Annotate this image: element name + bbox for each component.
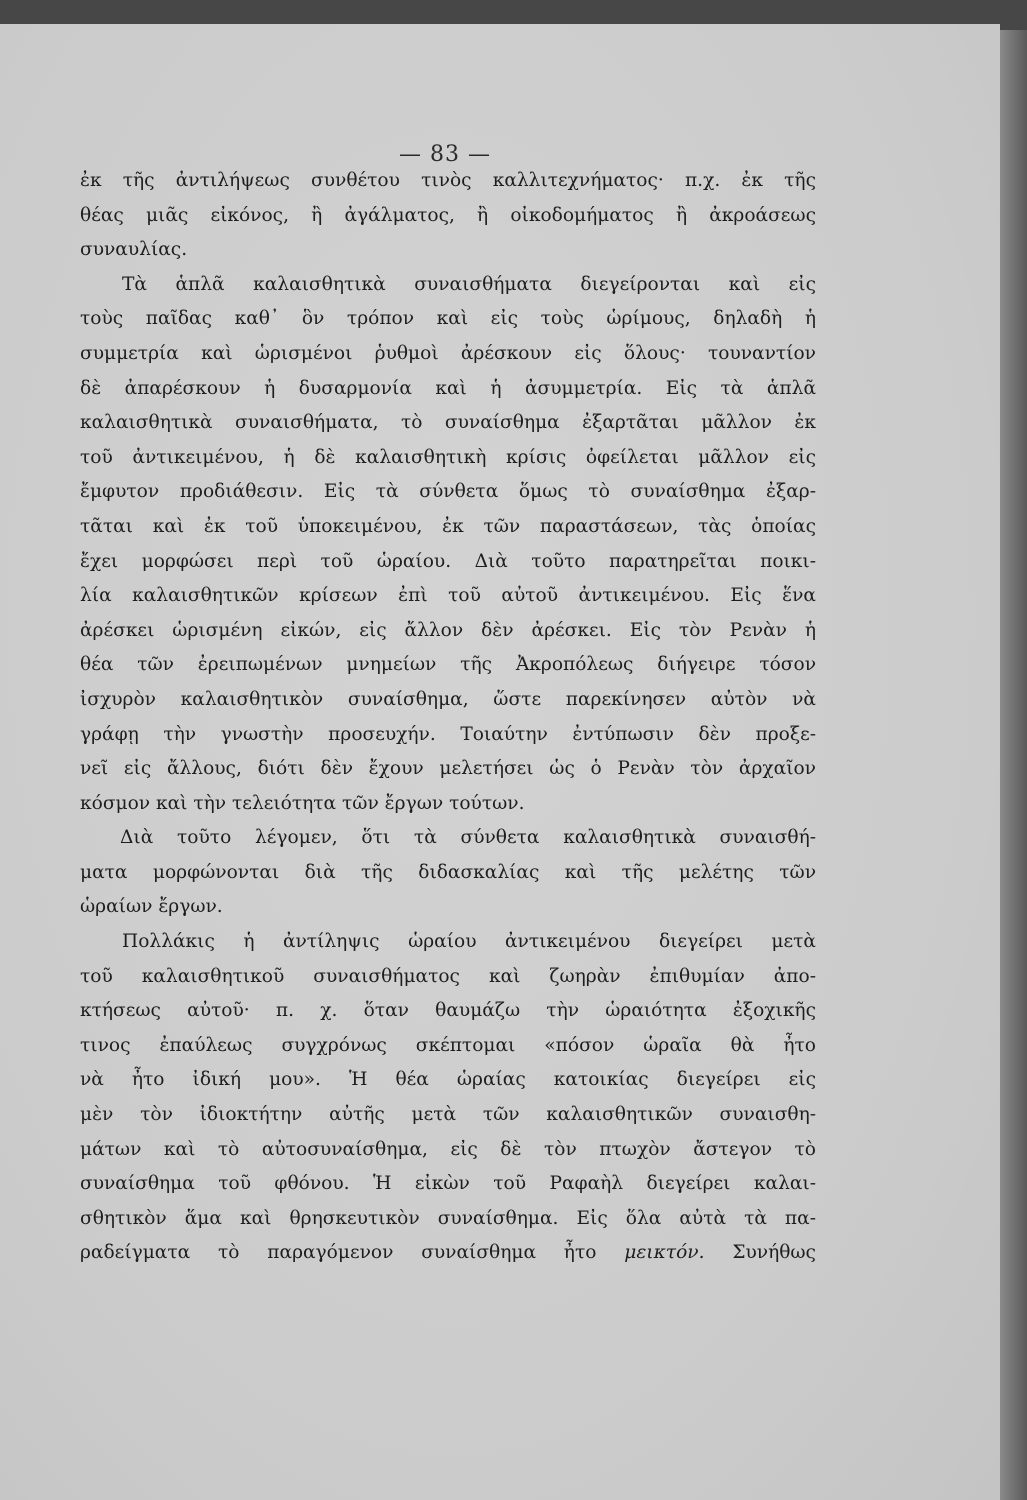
- page-edge: [1000, 30, 1027, 1500]
- text-line: νὰ ἦτο ἰδική μου». Ἡ θέα ὡραίας κατοικίας διεγείρει εἰς: [80, 1069, 816, 1091]
- text-line: τοῦ ἀντικειμένου, ἡ δὲ καλαισθητικὴ κρίσις ὀφείλεται μᾶλλον εἰς: [80, 446, 816, 468]
- text-line: μὲν τὸν ἰδιοκτήτην αὐτῆς μετὰ τῶν καλαισθητικῶν συναισθη-: [80, 1104, 816, 1126]
- text-line: ἰσχυρὸν καλαισθητικὸν συναίσθημα, ὥστε παρεκίνησεν αὐτὸν νὰ: [80, 688, 816, 710]
- text-line: ἐκ τῆς ἀντιλήψεως συνθέτου τινὸς καλλιτεχνήματος· π.χ. ἐκ τῆς: [80, 170, 816, 191]
- text-line: καλαισθητικὰ συναισθήματα, τὸ συναίσθημα ἐξαρτᾶται μᾶλλον ἐκ: [80, 412, 816, 434]
- text-line: λία καλαισθητικῶν κρίσεων ἐπὶ τοῦ αὐτοῦ ἀντικειμένου. Εἰς ἕνα: [80, 585, 816, 607]
- text-line: ματα μορφώνονται διὰ τῆς διδασκαλίας καὶ τῆς μελέτης τῶν: [80, 861, 816, 883]
- text-line: ἔμφυτον προδιάθεσιν. Εἰς τὰ σύνθετα ὅμως τὸ συναίσθημα ἐξαρ-: [80, 481, 816, 503]
- text-line: μάτων καὶ τὸ αὐτοσυναίσθημα, εἰς δὲ τὸν πτωχὸν ἄστεγον τὸ: [80, 1138, 816, 1160]
- text-line: κτήσεως αὐτοῦ· π. χ. ὅταν θαυμάζω τὴν ὡραιότητα ἐξοχικῆς: [80, 1000, 816, 1022]
- text-segment: ραδείγματα τὸ παραγόμενον συναίσθημα ἦτο: [80, 1242, 597, 1264]
- text-segment: Συνήθως: [732, 1242, 816, 1264]
- text-line: ἀρέσκει ὡρισμένη εἰκών, εἰς ἄλλον δὲν ἀρέσκει. Εἰς τὸν Ρενὰν ἡ: [80, 619, 816, 641]
- text-line: ὡραίων ἔργων.: [80, 896, 223, 918]
- text-line: Τὰ ἁπλᾶ καλαισθητικὰ συναισθήματα διεγείρονται καὶ εἰς: [122, 273, 816, 295]
- text-line: συναυλίας.: [80, 239, 188, 261]
- text-line: κόσμον καὶ τὴν τελειότητα τῶν ἔργων τούτων.: [80, 792, 525, 814]
- text-line: συμμετρία καὶ ὡρισμένοι ῥυθμοὶ ἀρέσκουν εἰς ὅλους· τουναντίον: [80, 342, 816, 364]
- text-line: τοῦ καλαισθητικοῦ συναισθήματος καὶ ζωηρὰν ἐπιθυμίαν ἀπο-: [80, 965, 816, 987]
- text-line: Πολλάκις ἡ ἀντίληψις ὡραίου ἀντικειμένου διεγείρει μετὰ: [122, 931, 816, 953]
- text-line: νεῖ εἰς ἄλλους, διότι δὲν ἔχουν μελετήσει ὡς ὁ Ρενὰν τὸν ἀρχαῖον: [80, 758, 816, 780]
- text-line: δὲ ἀπαρέσκουν ἡ δυσαρμονία καὶ ἡ ἀσυμμετρία. Εἰς τὰ ἁπλᾶ: [80, 377, 816, 399]
- text-line: τινος ἐπαύλεως συγχρόνως σκέπτομαι «πόσον ὡραῖα θὰ ἦτο: [80, 1034, 816, 1056]
- text-line: θέα τῶν ἐρειπωμένων μνημείων τῆς Ἀκροπόλεως διήγειρε τόσον: [80, 654, 816, 676]
- text-line: τοὺς παῖδας καθ᾽ ὃν τρόπον καὶ εἰς τοὺς ὡρίμους, δηλαδὴ ἡ: [80, 308, 816, 330]
- text-line: τᾶται καὶ ἐκ τοῦ ὑποκειμένου, ἐκ τῶν παραστάσεων, τὰς ὁποίας: [80, 515, 816, 537]
- text-line: συναίσθημα τοῦ φθόνου. Ἡ εἰκὼν τοῦ Ραφαὴλ διεγείρει καλαι-: [80, 1173, 816, 1195]
- text-line: ἔχει μορφώσει περὶ τοῦ ὡραίου. Διὰ τοῦτο παρατηρεῖται ποικι-: [80, 550, 816, 572]
- page-number: — 83 —: [399, 142, 491, 167]
- text-line: γράφῃ τὴν γνωστὴν προσευχήν. Τοιαύτην ἐντύπωσιν δὲν προξε-: [80, 723, 816, 745]
- italic-word: μεικτόν.: [624, 1242, 705, 1264]
- text-line: Διὰ τοῦτο λέγομεν, ὅτι τὰ σύνθετα καλαισθητικὰ συναισθή-: [120, 827, 816, 849]
- text-line: θέας μιᾶς εἰκόνος, ἢ ἀγάλματος, ἢ οἰκοδομήματος ἢ ἀκροάσεως: [80, 204, 816, 226]
- text-line-final: [80, 1236, 816, 1271]
- text-line: σθητικὸν ἅμα καὶ θρησκευτικὸν συναίσθημα. Εἰς ὅλα αὐτὰ τὰ πα-: [80, 1207, 816, 1229]
- page-body: [80, 164, 816, 1271]
